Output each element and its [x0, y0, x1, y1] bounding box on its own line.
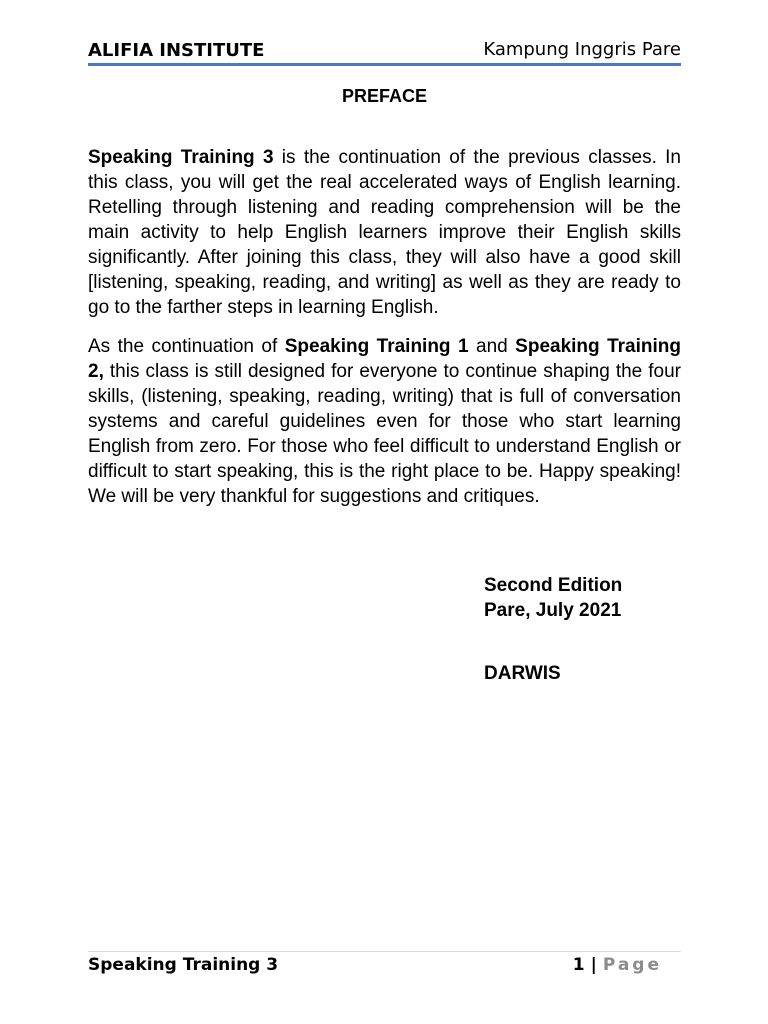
author-name: DARWIS [484, 663, 561, 684]
edition-label: Second Edition [484, 575, 623, 596]
page-word: Page [602, 955, 662, 975]
paragraph-2-bold-2: Speaking Training 2, [88, 336, 681, 382]
header-divider [88, 63, 681, 66]
footer-divider [88, 951, 681, 952]
paragraph-2-bold-1: Speaking Training 1 [284, 336, 469, 357]
preface-paragraph-2 [88, 334, 681, 509]
page-title: PREFACE [341, 86, 428, 106]
paragraph-1-text: is the continuation of the previous classes. In this class, you will get the real accelerated ways of English learning. Retelling through listening and reading comprehension will be the main activity to help English learners improve their English skills significantly. After joining this class, they will also have a good skill [listening, speaking, reading, and writing] as well as they are ready to go to the farther steps in learning English. [88, 147, 681, 318]
footer-title: Speaking Training 3 [88, 955, 279, 975]
preface-paragraph-1 [88, 145, 681, 320]
paragraph-2-text: this class is still designed for everyone to continue shaping the four skills, (listening, speaking, reading, writing) that is full of conversation systems and careful guidelines even for those who start learning English from zero. For those who feel difficult to understand English or difficult to start speaking, this is the right place to be. Happy speaking! We will be very thankful for suggestions and critiques. [88, 361, 681, 507]
page-header [88, 36, 681, 66]
page-separator: | [590, 955, 597, 975]
paragraph-2-mid: and [468, 336, 516, 357]
page-indicator [573, 955, 662, 975]
page-number: 1 [572, 955, 585, 975]
place-date: Pare, July 2021 [484, 600, 622, 621]
paragraph-2-lead: As the continuation of [88, 336, 285, 357]
paragraph-1-bold-lead: Speaking Training 3 [88, 147, 274, 168]
institute-name: ALIFIA INSTITUTE [88, 40, 265, 61]
header-location: Kampung Inggris Pare [483, 39, 681, 60]
